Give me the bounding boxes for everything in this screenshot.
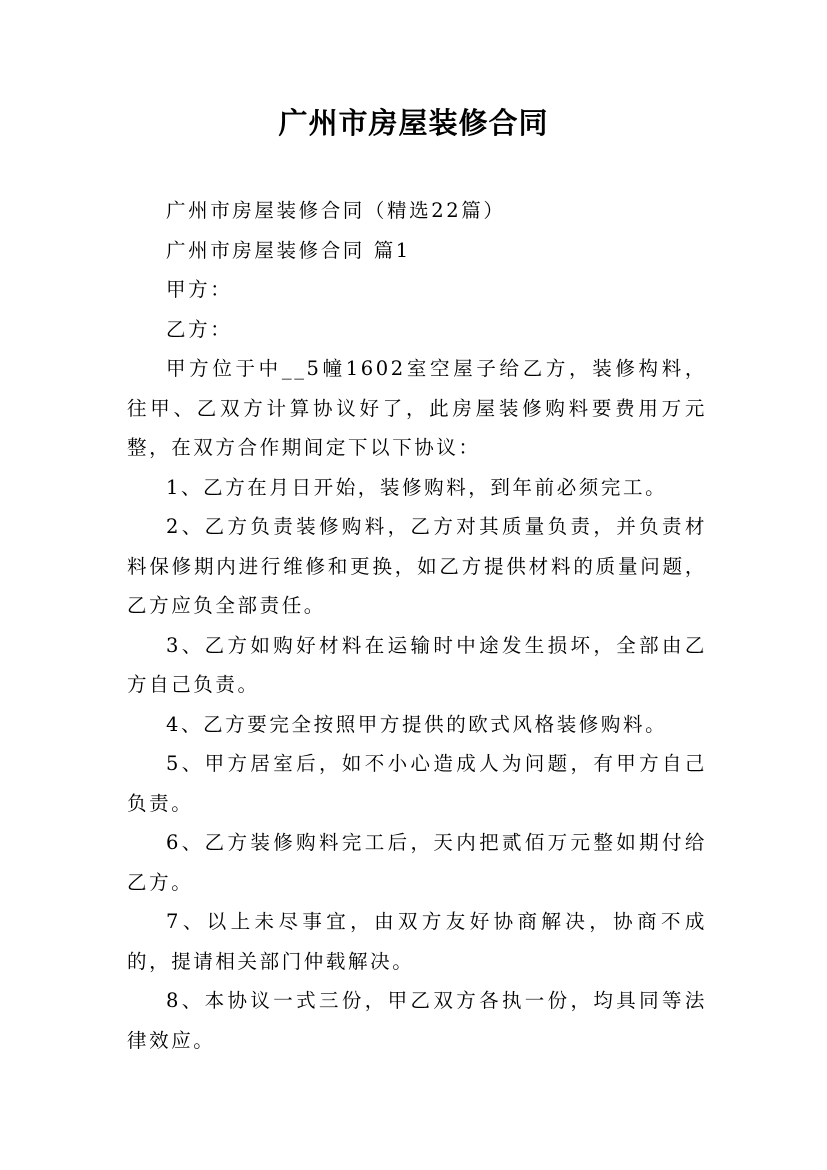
paragraph-heading: 广州市房屋装修合同（精选22篇）: [166, 199, 506, 222]
clause-1: 1、乙方在月日开始，装修购料，到年前必须完工。: [166, 475, 668, 499]
paragraph-section-title: 广州市房屋装修合同 篇1: [166, 238, 411, 262]
document-body: [127, 191, 707, 1060]
clause-4: 4、乙方要完全按照甲方提供的欧式风格装修购料。: [166, 712, 668, 736]
paragraph-party-b: 乙方：: [166, 317, 233, 341]
clause-3: 3、乙方如购好材料在运输时中途发生损坏，全部由乙方自己负责。: [127, 633, 707, 696]
document-title: 广州市房屋装修合同: [278, 106, 549, 140]
clause-8: 8、本协议一式三份，甲乙双方各执一份，均具同等法律效应。: [127, 989, 707, 1052]
paragraph-intro: 甲方位于中__5幢1602室空屋子给乙方，装修构料，往甲、乙双方计算协议好了，此房屋装修购料要费用万元整，在双方合作期间定下以下协议：: [127, 357, 707, 459]
clause-2: 2、乙方负责装修购料，乙方对其质量负责，并负责材料保修期内进行维修和更换，如乙方提供材料的质量问题，乙方应负全部责任。: [127, 515, 707, 617]
clause-6: 6、乙方装修购料完工后，天内把贰佰万元整如期付给乙方。: [127, 831, 707, 894]
clause-7: 7、以上未尽事宜，由双方友好协商解决，协商不成的，提请相关部门仲载解决。: [127, 910, 707, 973]
clause-5: 5、甲方居室后，如不小心造成人为问题，有甲方自己负责。: [127, 752, 707, 815]
paragraph-party-a: 甲方：: [166, 278, 233, 301]
